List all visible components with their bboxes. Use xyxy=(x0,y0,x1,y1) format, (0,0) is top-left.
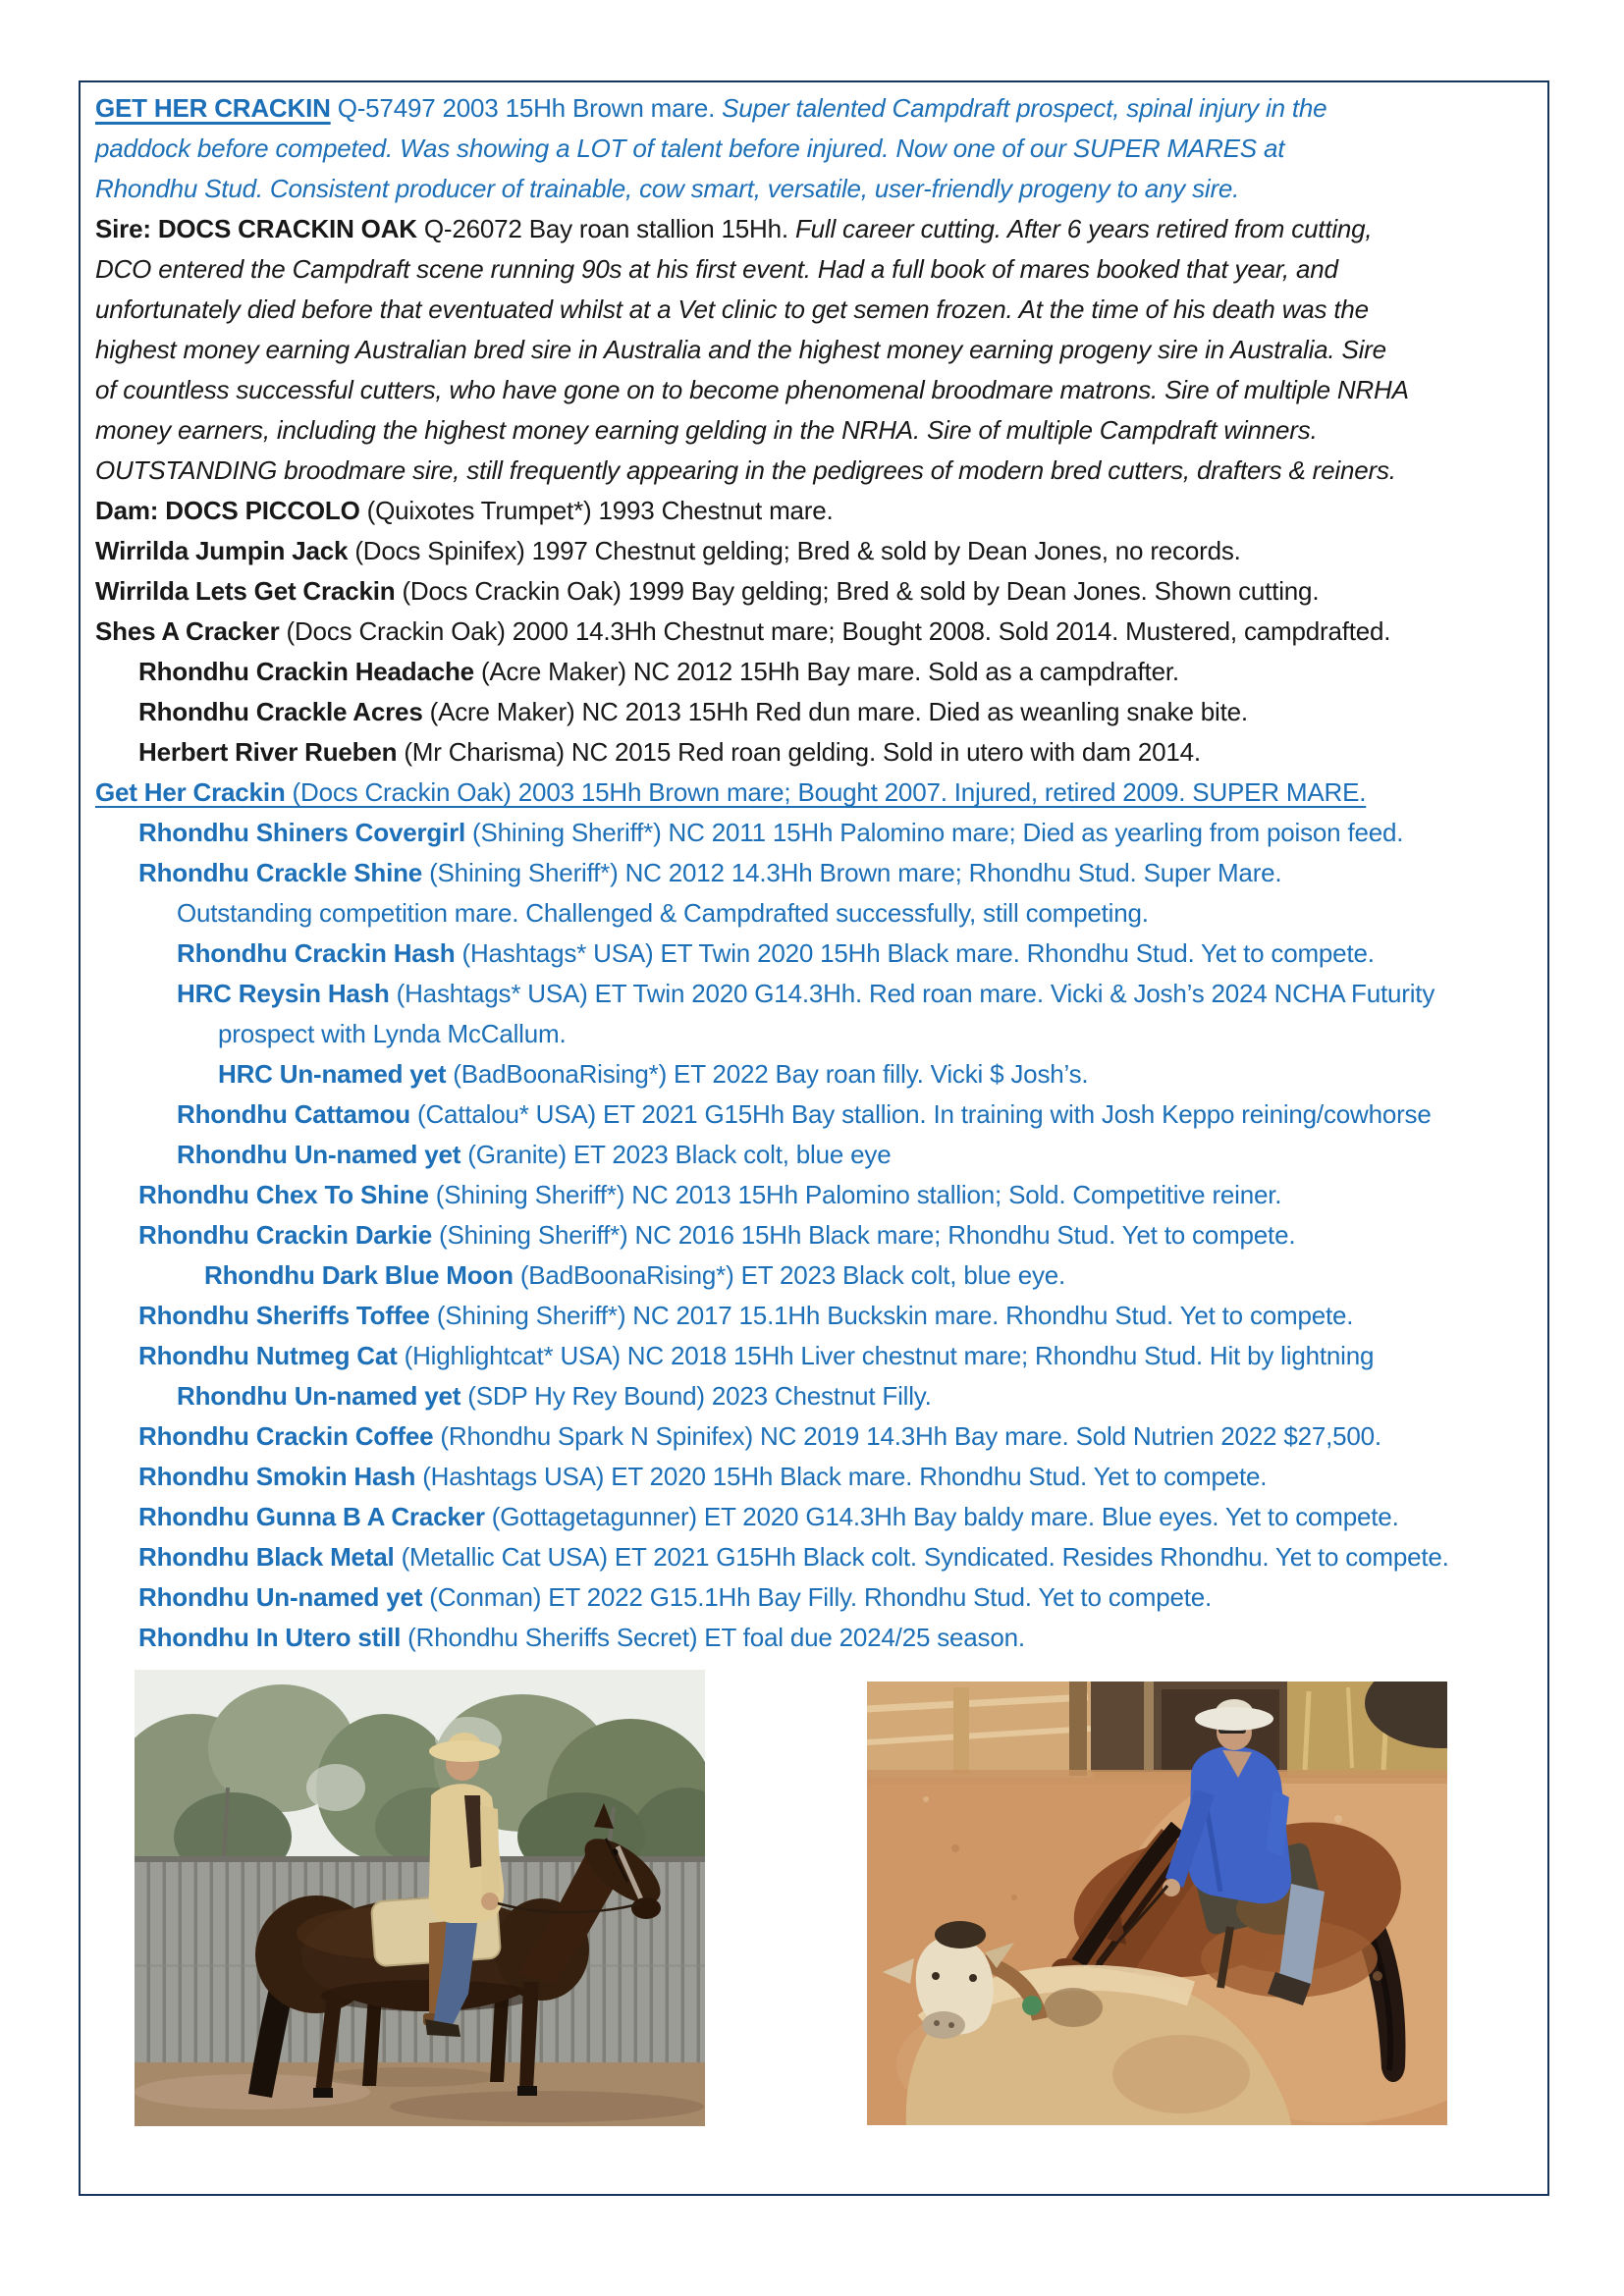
text-line-8 xyxy=(95,370,1537,410)
text-line-22 xyxy=(95,934,1537,974)
text-segment: Wirrilda Jumpin Jack xyxy=(95,536,349,565)
text-line-30 xyxy=(95,1255,1537,1296)
cutting-cow-photo xyxy=(867,1682,1447,2125)
text-segment: Rhondhu Sheriffs Toffee xyxy=(138,1301,430,1330)
text-segment: OUTSTANDING broodmare sire, still frequently appearing in the pedigrees of modern bred cutters, drafters & reiners. xyxy=(95,455,1396,485)
text-segment: (Acre Maker) NC 2013 15Hh Red dun mare. Died as weanling snake bite. xyxy=(422,697,1248,726)
yard-background xyxy=(867,1682,1447,1784)
white-cowboy-hat xyxy=(1195,1707,1273,1731)
text-segment: Rhondhu Un-named yet xyxy=(138,1582,423,1612)
text-line-9 xyxy=(95,410,1537,451)
text-segment: Rhondhu Crackle Shine xyxy=(138,858,423,887)
dirt-ground xyxy=(135,2062,705,2126)
text-segment: Rhondhu Crackle Acres xyxy=(138,697,423,726)
text-segment: (Metallic Cat USA) ET 2021 G15Hh Black colt. Syndicated. Resides Rhondhu. Yet to compete. xyxy=(394,1542,1449,1572)
text-segment: (Docs Crackin Oak) 1999 Bay gelding; Bred & sold by Dean Jones. Shown cutting. xyxy=(395,576,1320,606)
standing-horse-photo xyxy=(135,1670,705,2126)
text-segment: Rhondhu Nutmeg Cat xyxy=(138,1341,398,1370)
cowboy-hat xyxy=(429,1740,500,1762)
text-line-21 xyxy=(95,893,1537,934)
text-segment: (Rhondhu Spark N Spinifex) NC 2019 14.3Hh Bay mare. Sold Nutrien 2022 $27,500. xyxy=(433,1421,1381,1451)
text-segment: of countless successful cutters, who have gone on to become phenomenal broodmare matrons. Sire of multiple NRHA xyxy=(95,375,1409,404)
text-segment: Full career cutting. After 6 years retired from cutting, xyxy=(794,214,1373,243)
text-line-15 xyxy=(95,652,1537,692)
text-segment: HRC Reysin Hash xyxy=(177,979,390,1008)
text-segment: Wirrilda Lets Get Crackin xyxy=(95,576,396,606)
text-segment: Sire: DOCS CRACKIN OAK xyxy=(95,214,417,243)
text-segment: Rhondhu Gunna B A Cracker xyxy=(138,1502,485,1531)
text-segment: (Hashtags* USA) ET Twin 2020 G14.3Hh. Red roan mare. Vicki & Josh’s 2024 NCHA Futurity xyxy=(389,979,1435,1008)
text-segment: Rhondhu Smokin Hash xyxy=(138,1462,416,1491)
text-line-2 xyxy=(95,129,1537,169)
text-segment: Dam: DOCS PICCOLO xyxy=(95,496,360,525)
text-segment: Q-57497 2003 15Hh Brown mare. xyxy=(330,93,723,123)
text-segment: (Cattalou* USA) ET 2021 G15Hh Bay stallion. In training with Josh Keppo reining/cowhorse xyxy=(410,1099,1432,1129)
text-segment: Shes A Cracker xyxy=(95,616,280,646)
text-segment: paddock before competed. Was showing a LOT of talent before injured. Now one of our SUPER MARES at xyxy=(95,133,1285,163)
text-segment: Outstanding competition mare. Challenged & Campdrafted successfully, still competing. xyxy=(177,898,1149,928)
text-line-20 xyxy=(95,853,1537,893)
text-line-23 xyxy=(95,974,1537,1014)
text-segment: DCO entered the Campdraft scene running 90s at his first event. Had a full book of mares booked that year, and xyxy=(95,254,1338,284)
text-segment: Q-26072 Bay roan stallion 15Hh. xyxy=(416,214,795,243)
text-segment: HRC Un-named yet xyxy=(218,1059,447,1089)
text-line-19 xyxy=(95,813,1537,853)
text-segment: prospect with Lynda McCallum. xyxy=(218,1019,567,1048)
text-line-17 xyxy=(95,732,1537,773)
text-segment: (Acre Maker) NC 2012 15Hh Bay mare. Sold as a campdrafter. xyxy=(473,657,1179,686)
text-segment: Rhondhu Cattamou xyxy=(177,1099,410,1129)
text-segment: money earners, including the highest money earning gelding in the NRHA. Sire of multiple Campdraft winners. xyxy=(95,415,1318,445)
text-segment: Rhondhu In Utero still xyxy=(138,1623,402,1652)
text-segment: Rhondhu Stud. Consistent producer of trainable, cow smart, versatile, user-friendly progeny to any sire. xyxy=(95,174,1240,203)
text-line-24 xyxy=(95,1014,1537,1054)
text-line-39 xyxy=(95,1618,1537,1658)
text-line-36 xyxy=(95,1497,1537,1537)
text-segment: (Docs Crackin Oak) 2003 15Hh Brown mare; Bought 2007. Injured, retired 2009. SUPER MARE. xyxy=(285,777,1367,807)
text-line-5 xyxy=(95,249,1537,290)
rider-hand xyxy=(481,1893,499,1910)
text-line-11 xyxy=(95,491,1537,531)
text-segment: (Quixotes Trumpet*) 1993 Chestnut mare. xyxy=(359,496,834,525)
text-segment: (SDP Hy Rey Bound) 2023 Chestnut Filly. xyxy=(460,1381,932,1411)
text-segment: (Shining Sheriff*) NC 2016 15Hh Black mare; Rhondhu Stud. Yet to compete. xyxy=(432,1220,1296,1250)
text-segment: (Gottagetagunner) ET 2020 G14.3Hh Bay baldy mare. Blue eyes. Yet to compete. xyxy=(484,1502,1399,1531)
pedigree-text xyxy=(95,88,1537,1658)
text-line-3 xyxy=(95,169,1537,209)
text-segment: Rhondhu Un-named yet xyxy=(177,1381,461,1411)
text-line-34 xyxy=(95,1416,1537,1457)
text-segment: (Highlightcat* USA) NC 2018 15Hh Liver chestnut mare; Rhondhu Stud. Hit by lightning xyxy=(397,1341,1375,1370)
text-segment: (Shining Sheriff*) NC 2012 14.3Hh Brown mare; Rhondhu Stud. Super Mare. xyxy=(422,858,1282,887)
text-segment: (Shining Sheriff*) NC 2017 15.1Hh Buckskin mare. Rhondhu Stud. Yet to compete. xyxy=(429,1301,1354,1330)
text-segment: (Rhondhu Sheriffs Secret) ET foal due 2024/25 season. xyxy=(401,1623,1025,1652)
text-line-18 xyxy=(95,773,1537,813)
text-line-10 xyxy=(95,451,1537,491)
text-segment: Super talented Campdraft prospect, spinal injury in the xyxy=(722,93,1327,123)
text-segment: unfortunately died before that eventuated whilst at a Vet clinic to get semen frozen. At the time of his death was the xyxy=(95,294,1369,324)
text-segment: Rhondhu Un-named yet xyxy=(177,1140,461,1169)
text-line-6 xyxy=(95,290,1537,330)
text-line-16 xyxy=(95,692,1537,732)
text-segment: (BadBoonaRising*) ET 2023 Black colt, blue eye. xyxy=(513,1260,1066,1290)
text-line-37 xyxy=(95,1537,1537,1577)
text-segment: (Docs Crackin Oak) 2000 14.3Hh Chestnut mare; Bought 2008. Sold 2014. Mustered, campdrafted. xyxy=(279,616,1391,646)
page-border-frame xyxy=(79,80,1549,2196)
text-segment: Herbert River Rueben xyxy=(138,737,398,767)
text-segment: (Shining Sheriff*) NC 2013 15Hh Palomino stallion; Sold. Competitive reiner. xyxy=(428,1180,1282,1209)
text-segment: Rhondhu Shiners Covergirl xyxy=(138,818,466,847)
text-segment: (Mr Charisma) NC 2015 Red roan gelding. Sold in utero with dam 2014. xyxy=(397,737,1201,767)
text-line-7 xyxy=(95,330,1537,370)
text-line-31 xyxy=(95,1296,1537,1336)
text-line-28 xyxy=(95,1175,1537,1215)
text-line-29 xyxy=(95,1215,1537,1255)
text-line-1 xyxy=(95,88,1537,129)
text-segment: Rhondhu Crackin Headache xyxy=(138,657,474,686)
text-segment: (Shining Sheriff*) NC 2011 15Hh Palomino mare; Died as yearling from poison feed. xyxy=(465,818,1404,847)
text-line-14 xyxy=(95,612,1537,652)
text-segment: Get Her Crackin xyxy=(95,777,286,807)
text-line-25 xyxy=(95,1054,1537,1095)
text-segment: Rhondhu Crackin Darkie xyxy=(138,1220,432,1250)
text-line-38 xyxy=(95,1577,1537,1618)
text-segment: (Docs Spinifex) 1997 Chestnut gelding; Bred & sold by Dean Jones, no records. xyxy=(348,536,1241,565)
text-line-27 xyxy=(95,1135,1537,1175)
text-segment: Rhondhu Black Metal xyxy=(138,1542,395,1572)
text-segment: (Hashtags USA) ET 2020 15Hh Black mare. Rhondhu Stud. Yet to compete. xyxy=(415,1462,1268,1491)
text-line-12 xyxy=(95,531,1537,571)
text-segment: (Conman) ET 2022 G15.1Hh Bay Filly. Rhondhu Stud. Yet to compete. xyxy=(422,1582,1213,1612)
text-line-33 xyxy=(95,1376,1537,1416)
text-line-35 xyxy=(95,1457,1537,1497)
text-segment: (Granite) ET 2023 Black colt, blue eye xyxy=(460,1140,892,1169)
text-line-32 xyxy=(95,1336,1537,1376)
green-ear-tag xyxy=(1022,1996,1042,2015)
text-segment: (Hashtags* USA) ET Twin 2020 15Hh Black mare. Rhondhu Stud. Yet to compete. xyxy=(455,938,1375,968)
text-segment: Rhondhu Crackin Hash xyxy=(177,938,456,968)
text-line-26 xyxy=(95,1095,1537,1135)
text-segment: Rhondhu Dark Blue Moon xyxy=(204,1260,514,1290)
text-line-4 xyxy=(95,209,1537,249)
text-segment: highest money earning Australian bred sire in Australia and the highest money earning progeny sire in Australia. Sire xyxy=(95,335,1386,364)
text-segment: Rhondhu Chex To Shine xyxy=(138,1180,429,1209)
text-segment: (BadBoonaRising*) ET 2022 Bay roan filly. Vicki $ Josh’s. xyxy=(446,1059,1089,1089)
text-segment: GET HER CRACKIN xyxy=(95,93,331,123)
text-segment: Rhondhu Crackin Coffee xyxy=(138,1421,434,1451)
text-line-13 xyxy=(95,571,1537,612)
